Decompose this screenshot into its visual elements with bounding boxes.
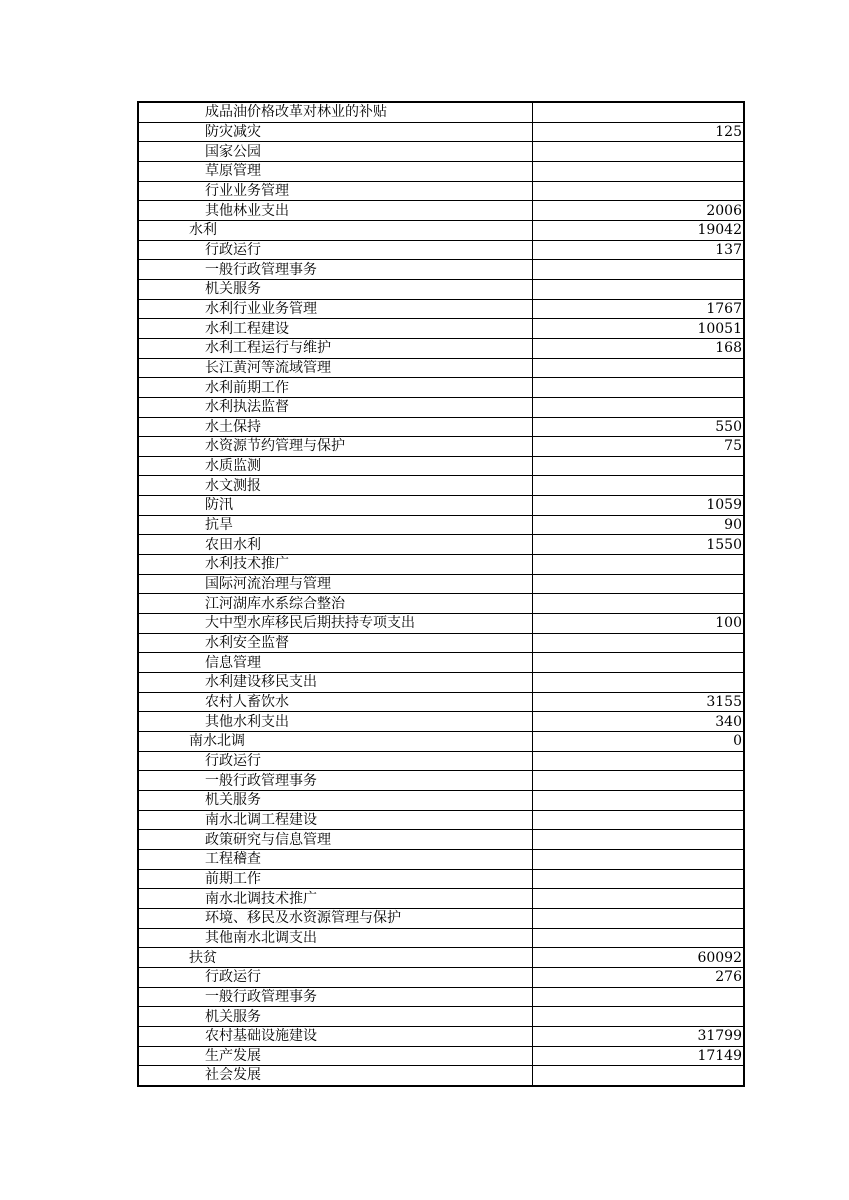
amount-cell [532, 594, 744, 614]
amount-cell [532, 161, 744, 181]
amount-cell [532, 849, 744, 869]
table-row [138, 437, 744, 457]
table-row [138, 673, 744, 693]
amount-cell [532, 1066, 744, 1086]
category-label-cell: 南水北调 [138, 732, 532, 752]
amount-cell: 125 [532, 122, 744, 142]
item-label-cell: 工程稽查 [138, 849, 532, 869]
item-label-cell: 行政运行 [138, 967, 532, 987]
item-label-cell: 大中型水库移民后期扶持专项支出 [138, 614, 532, 634]
table-row [138, 358, 744, 378]
item-label-cell: 长江黄河等流域管理 [138, 358, 532, 378]
item-label-cell: 防灾减灾 [138, 122, 532, 142]
item-label-cell: 行业业务管理 [138, 181, 532, 201]
amount-cell: 168 [532, 338, 744, 358]
item-label-cell: 行政运行 [138, 240, 532, 260]
table-row [138, 279, 744, 299]
table-row [138, 535, 744, 555]
item-label-cell: 水利安全监督 [138, 633, 532, 653]
item-label-cell: 防汛 [138, 496, 532, 516]
item-label-cell: 江河湖库水系综合整治 [138, 594, 532, 614]
amount-cell: 2006 [532, 201, 744, 221]
table-row [138, 555, 744, 575]
table-row [138, 712, 744, 732]
table-row [138, 928, 744, 948]
amount-cell: 276 [532, 967, 744, 987]
item-label-cell: 水利工程运行与维护 [138, 338, 532, 358]
item-label-cell: 其他水利支出 [138, 712, 532, 732]
table-row [138, 201, 744, 221]
amount-cell [532, 633, 744, 653]
amount-cell: 137 [532, 240, 744, 260]
table-row [138, 122, 744, 142]
table-row [138, 1026, 744, 1046]
amount-cell: 31799 [532, 1026, 744, 1046]
table-row [138, 751, 744, 771]
table-row [138, 496, 744, 516]
item-label-cell: 一般行政管理事务 [138, 260, 532, 280]
table-row [138, 790, 744, 810]
table-row [138, 1007, 744, 1027]
item-label-cell: 水文测报 [138, 476, 532, 496]
amount-cell [532, 869, 744, 889]
amount-cell: 0 [532, 732, 744, 752]
amount-cell [532, 260, 744, 280]
amount-cell [532, 555, 744, 575]
amount-cell: 90 [532, 515, 744, 535]
item-label-cell: 机关服务 [138, 790, 532, 810]
amount-cell [532, 102, 744, 122]
table-row [138, 889, 744, 909]
item-label-cell: 一般行政管理事务 [138, 987, 532, 1007]
amount-cell [532, 1007, 744, 1027]
table-row [138, 692, 744, 712]
table-row [138, 653, 744, 673]
table-row [138, 102, 744, 122]
item-label-cell: 机关服务 [138, 279, 532, 299]
amount-cell: 3155 [532, 692, 744, 712]
table-row [138, 732, 744, 752]
table-row [138, 319, 744, 339]
amount-cell [532, 397, 744, 417]
amount-cell [532, 358, 744, 378]
item-label-cell: 抗旱 [138, 515, 532, 535]
item-label-cell: 水利工程建设 [138, 319, 532, 339]
amount-cell [532, 830, 744, 850]
table-row [138, 594, 744, 614]
table-row [138, 515, 744, 535]
table-row [138, 417, 744, 437]
item-label-cell: 水利执法监督 [138, 397, 532, 417]
amount-cell [532, 673, 744, 693]
amount-cell [532, 771, 744, 791]
amount-cell [532, 378, 744, 398]
item-label-cell: 生产发展 [138, 1046, 532, 1066]
amount-cell [532, 653, 744, 673]
item-label-cell: 社会发展 [138, 1066, 532, 1086]
item-label-cell: 农村人畜饮水 [138, 692, 532, 712]
item-label-cell: 环境、移民及水资源管理与保护 [138, 908, 532, 928]
table-row [138, 1046, 744, 1066]
amount-cell [532, 790, 744, 810]
item-label-cell: 国际河流治理与管理 [138, 574, 532, 594]
item-label-cell: 南水北调工程建设 [138, 810, 532, 830]
amount-cell: 60092 [532, 948, 744, 968]
item-label-cell: 国家公园 [138, 142, 532, 162]
amount-cell [532, 181, 744, 201]
table-row [138, 967, 744, 987]
amount-cell [532, 908, 744, 928]
amount-cell [532, 456, 744, 476]
amount-cell [532, 889, 744, 909]
amount-cell: 1550 [532, 535, 744, 555]
table-row [138, 849, 744, 869]
amount-cell: 1059 [532, 496, 744, 516]
item-label-cell: 信息管理 [138, 653, 532, 673]
amount-cell: 1767 [532, 299, 744, 319]
item-label-cell: 水土保持 [138, 417, 532, 437]
table-row [138, 574, 744, 594]
table-row [138, 338, 744, 358]
item-label-cell: 政策研究与信息管理 [138, 830, 532, 850]
category-label-cell: 扶贫 [138, 948, 532, 968]
table-row [138, 240, 744, 260]
amount-cell: 10051 [532, 319, 744, 339]
amount-cell [532, 476, 744, 496]
amount-cell [532, 574, 744, 594]
table-row [138, 948, 744, 968]
item-label-cell: 水资源节约管理与保护 [138, 437, 532, 457]
amount-cell: 75 [532, 437, 744, 457]
table-row [138, 260, 744, 280]
item-label-cell: 行政运行 [138, 751, 532, 771]
item-label-cell: 水利前期工作 [138, 378, 532, 398]
item-label-cell: 水利技术推广 [138, 555, 532, 575]
item-label-cell: 水利建设移民支出 [138, 673, 532, 693]
amount-cell: 19042 [532, 220, 744, 240]
item-label-cell: 其他南水北调支出 [138, 928, 532, 948]
table-row [138, 220, 744, 240]
table-row [138, 633, 744, 653]
table-row [138, 830, 744, 850]
item-label-cell: 南水北调技术推广 [138, 889, 532, 909]
table-row [138, 476, 744, 496]
item-label-cell: 成品油价格改革对林业的补贴 [138, 102, 532, 122]
table-row [138, 161, 744, 181]
table-row [138, 299, 744, 319]
table-row [138, 181, 744, 201]
item-label-cell: 一般行政管理事务 [138, 771, 532, 791]
budget-table [137, 101, 745, 1087]
item-label-cell: 草原管理 [138, 161, 532, 181]
amount-cell [532, 810, 744, 830]
category-label-cell: 水利 [138, 220, 532, 240]
table-row [138, 771, 744, 791]
item-label-cell: 水利行业业务管理 [138, 299, 532, 319]
table-row [138, 1066, 744, 1086]
table-row [138, 142, 744, 162]
item-label-cell: 水质监测 [138, 456, 532, 476]
table-row [138, 456, 744, 476]
item-label-cell: 其他林业支出 [138, 201, 532, 221]
table-row [138, 869, 744, 889]
amount-cell [532, 279, 744, 299]
table-row [138, 987, 744, 1007]
item-label-cell: 农村基础设施建设 [138, 1026, 532, 1046]
item-label-cell: 农田水利 [138, 535, 532, 555]
table-row [138, 614, 744, 634]
amount-cell: 17149 [532, 1046, 744, 1066]
table-row [138, 397, 744, 417]
amount-cell [532, 987, 744, 1007]
table-row [138, 378, 744, 398]
item-label-cell: 前期工作 [138, 869, 532, 889]
item-label-cell: 机关服务 [138, 1007, 532, 1027]
amount-cell [532, 928, 744, 948]
budget-table-body [138, 102, 744, 1086]
amount-cell: 100 [532, 614, 744, 634]
amount-cell [532, 142, 744, 162]
amount-cell: 550 [532, 417, 744, 437]
table-row [138, 810, 744, 830]
amount-cell [532, 751, 744, 771]
amount-cell: 340 [532, 712, 744, 732]
table-row [138, 908, 744, 928]
